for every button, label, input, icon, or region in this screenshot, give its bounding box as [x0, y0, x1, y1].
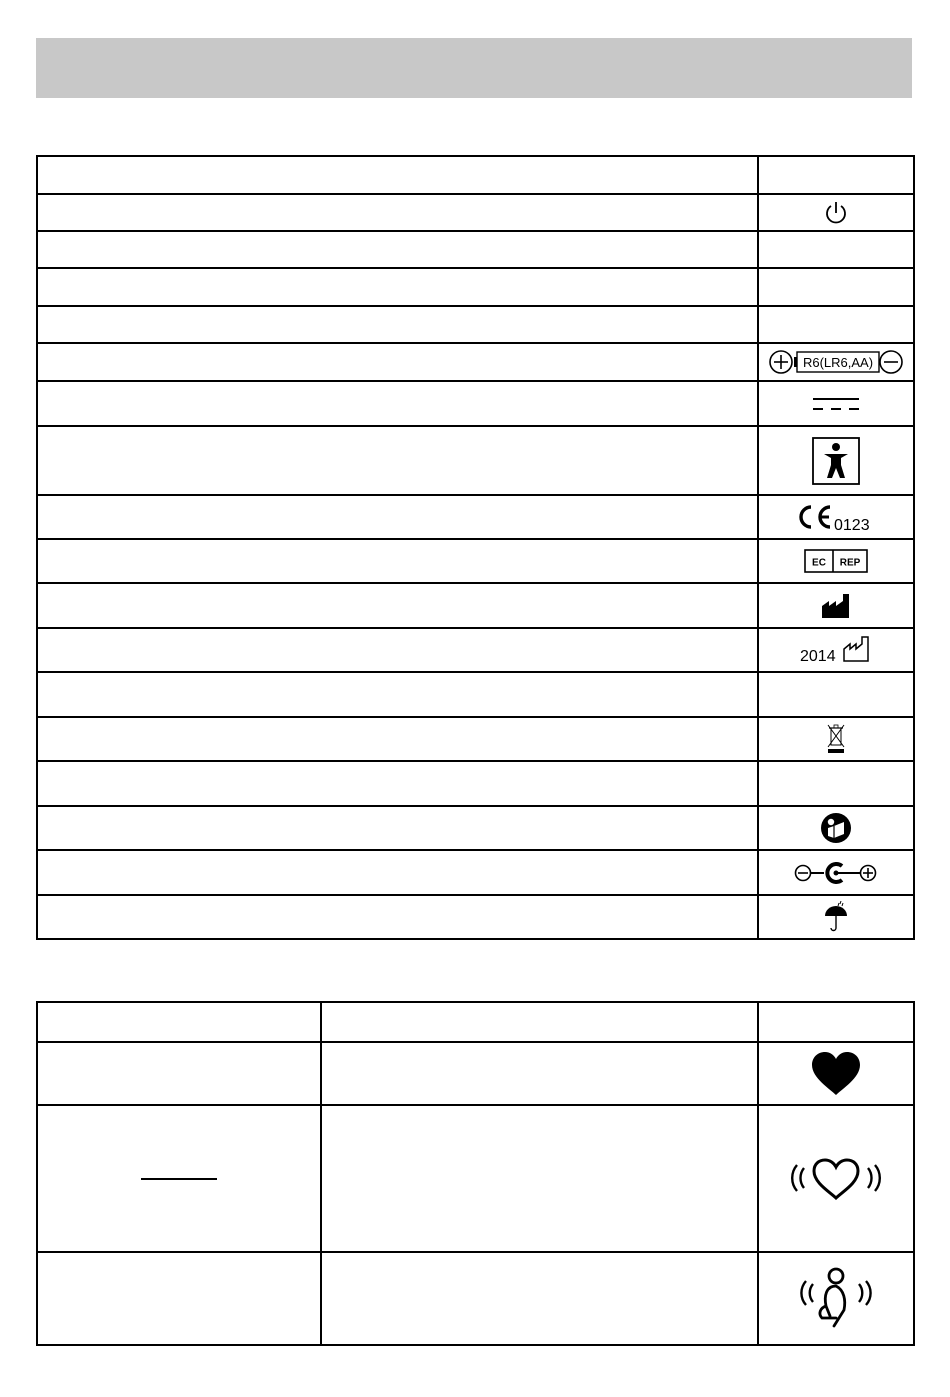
table-row	[37, 628, 914, 672]
row-description	[37, 495, 758, 539]
row-description	[37, 539, 758, 583]
table-row	[37, 231, 914, 268]
battery-label: R6(LR6,AA)	[802, 355, 874, 370]
rep-label: REP	[839, 557, 861, 569]
table-header-row	[37, 156, 914, 194]
row-description	[37, 343, 758, 381]
table-row	[37, 1105, 914, 1252]
row-description	[37, 895, 758, 939]
row-description	[37, 194, 758, 231]
indicator-description	[321, 1252, 758, 1345]
table-row	[37, 761, 914, 806]
table-row	[37, 426, 914, 495]
row-description	[37, 583, 758, 628]
header-description	[37, 156, 758, 194]
indicator-name	[37, 1105, 321, 1252]
row-description	[37, 628, 758, 672]
table-row	[37, 381, 914, 426]
manufacture-date-icon	[798, 635, 874, 665]
indicator-description	[321, 1105, 758, 1252]
ce-number: 0123	[834, 517, 870, 532]
table-row	[37, 672, 914, 717]
manufacturer-icon	[820, 592, 852, 620]
table-row	[37, 343, 914, 381]
indicator-name	[37, 1042, 321, 1105]
keep-dry-umbrella-icon	[822, 901, 850, 933]
row-description	[37, 672, 758, 717]
table-header-row	[37, 1002, 914, 1042]
header-col-1	[37, 1002, 321, 1042]
row-description	[37, 231, 758, 268]
ec-rep-icon	[803, 547, 869, 575]
table-row	[37, 717, 914, 761]
row-description	[37, 426, 758, 495]
header-symbol	[758, 156, 914, 194]
row-description	[37, 761, 758, 806]
row-description	[37, 850, 758, 895]
battery-polarity-icon	[767, 348, 905, 376]
header-col-2	[321, 1002, 758, 1042]
table-row	[37, 895, 914, 939]
underline-mark	[141, 1178, 217, 1180]
table-row	[37, 850, 914, 895]
row-description	[37, 806, 758, 850]
movement-detection-icon	[796, 1266, 876, 1332]
table-row	[37, 495, 914, 539]
section-title	[36, 38, 912, 74]
indicator-description	[321, 1042, 758, 1105]
row-description	[37, 306, 758, 343]
table-row	[37, 1252, 914, 1345]
table-row	[37, 1042, 914, 1105]
read-manual-icon	[819, 811, 853, 845]
row-description	[37, 381, 758, 426]
indicator-table	[36, 1001, 915, 1346]
direct-current-icon	[811, 394, 861, 414]
table-row	[37, 539, 914, 583]
header-col-3	[758, 1002, 914, 1042]
table-row	[37, 268, 914, 306]
heart-filled-icon	[810, 1051, 862, 1097]
symbols-table	[36, 155, 915, 940]
manufacture-year: 2014	[800, 648, 836, 665]
power-icon	[824, 200, 848, 226]
section-header-band	[36, 38, 912, 98]
dc-polarity-icon	[794, 859, 878, 887]
type-bf-applied-part-icon	[811, 436, 861, 486]
indicator-name	[37, 1252, 321, 1345]
row-description	[37, 717, 758, 761]
weee-crossed-bin-icon	[825, 722, 847, 756]
table-row	[37, 306, 914, 343]
ec-label: EC	[812, 557, 826, 569]
table-row	[37, 806, 914, 850]
ce-mark-icon	[794, 502, 878, 532]
row-description	[37, 268, 758, 306]
table-row	[37, 583, 914, 628]
irregular-heartbeat-icon	[788, 1156, 884, 1202]
table-row	[37, 194, 914, 231]
